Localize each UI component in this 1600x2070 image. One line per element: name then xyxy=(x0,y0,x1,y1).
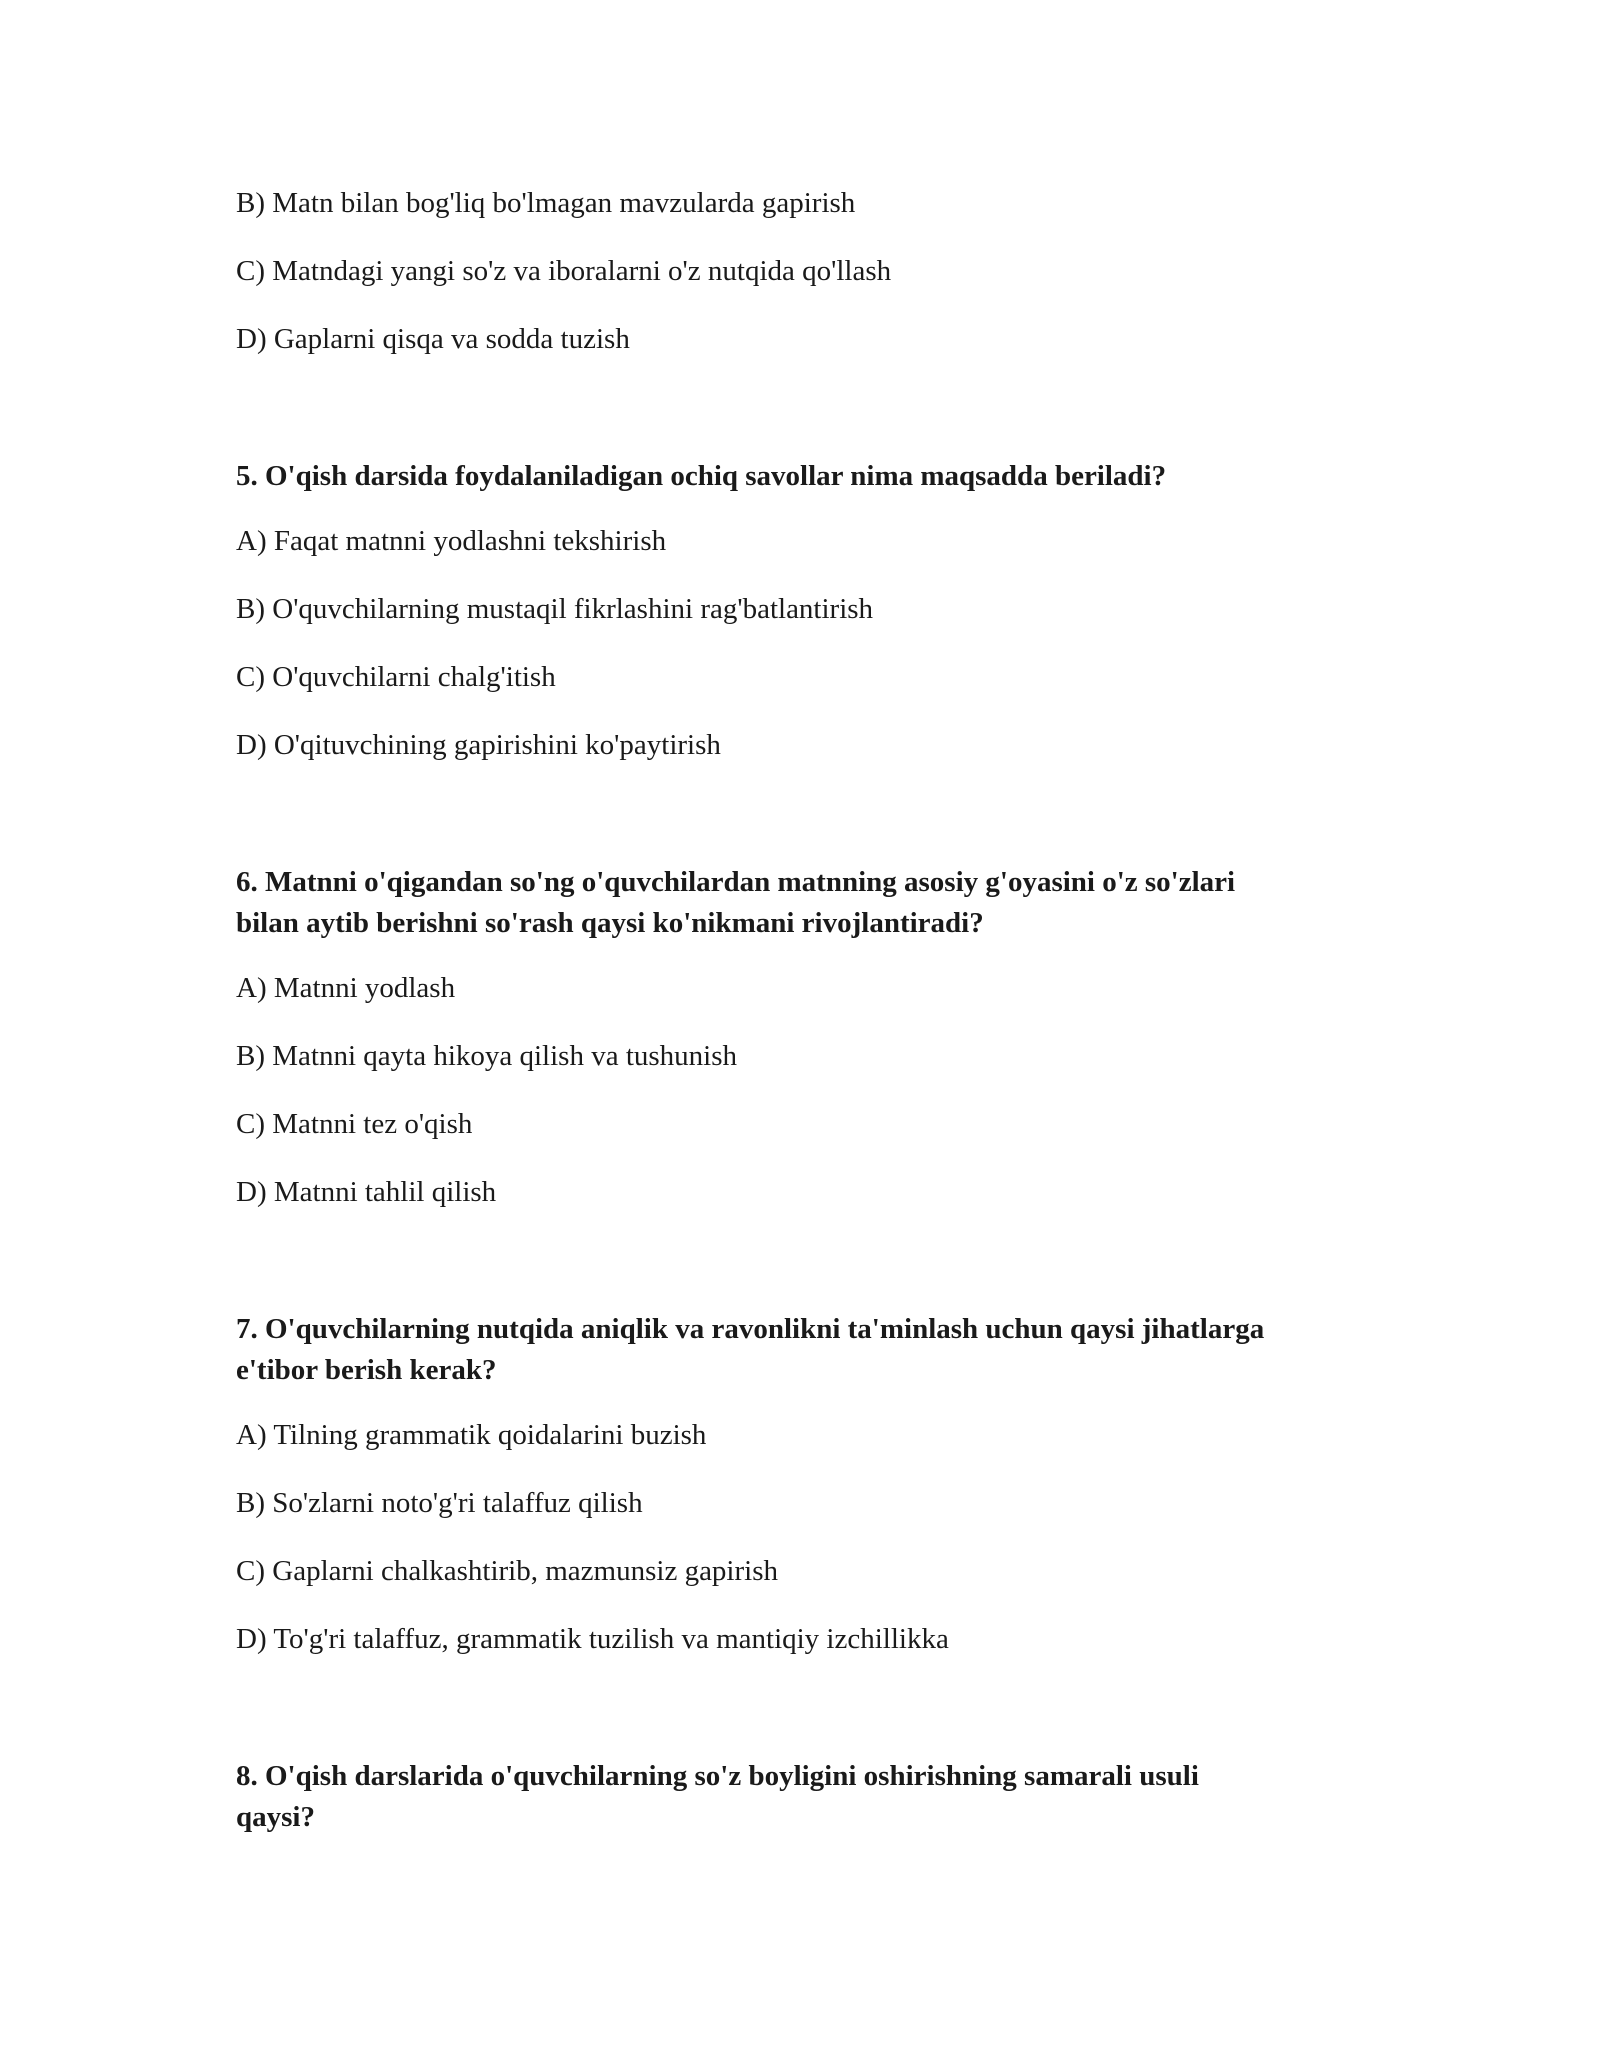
option-c: C) O'quvchilarni chalg'itish xyxy=(236,661,556,693)
option-d: D) Matnni tahlil qilish xyxy=(236,1176,497,1208)
spacer xyxy=(236,1690,1366,1756)
question-line-2: bilan aytib berishni so'rash qaysi ko'nikmani rivojlantiradi? xyxy=(236,907,984,939)
question-line-1: 6. Matnni o'qigandan so'ng o'quvchilardan matnning asosiy g'oyasini o'z so'zlari xyxy=(236,866,1236,898)
question-line-1: 7. O'quvchilarning nutqida aniqlik va ravonlikni ta'minlash uchun qaysi jihatlarga xyxy=(236,1313,1265,1345)
question-block-8 xyxy=(236,1756,1366,1838)
quiz-content xyxy=(236,186,1366,1865)
question-line-2: e'tibor berish kerak? xyxy=(236,1354,497,1386)
question-line-2: qaysi? xyxy=(236,1801,315,1833)
question-block-6 xyxy=(236,862,1366,1209)
option-c: C) Matndagi yangi so'z va iboralarni o'z nutqida qo'llash xyxy=(236,255,892,287)
option-b: B) Matnni qayta hikoya qilish va tushunish xyxy=(236,1040,738,1072)
question-text xyxy=(236,1309,1366,1391)
question-block-5 xyxy=(236,456,1366,762)
option-d: D) Gaplarni qisqa va sodda tuzish xyxy=(236,323,630,355)
option-a: A) Faqat matnni yodlashni tekshirish xyxy=(236,525,667,557)
spacer xyxy=(236,796,1366,862)
spacer xyxy=(236,1243,1366,1309)
option-b: B) Matn bilan bog'liq bo'lmagan mavzularda gapirish xyxy=(236,187,856,219)
option-d: D) O'qituvchining gapirishini ko'paytirish xyxy=(236,729,721,761)
question-text xyxy=(236,862,1366,944)
option-d: D) To'g'ri talaffuz, grammatik tuzilish va mantiqiy izchillikka xyxy=(236,1623,949,1655)
question-text: 5. O'qish darsida foydalaniladigan ochiq savollar nima maqsadda beriladi? xyxy=(236,460,1167,492)
continued-options xyxy=(236,186,1366,356)
option-a: A) Matnni yodlash xyxy=(236,972,456,1004)
option-b: B) O'quvchilarning mustaqil fikrlashini rag'batlantirish xyxy=(236,593,874,625)
question-text xyxy=(236,1756,1366,1838)
option-a: A) Tilning grammatik qoidalarini buzish xyxy=(236,1419,707,1451)
option-c: C) Matnni tez o'qish xyxy=(236,1108,473,1140)
spacer xyxy=(236,390,1366,456)
question-line-1: 8. O'qish darslarida o'quvchilarning so'z boyligini oshirishning samarali usuli xyxy=(236,1760,1199,1792)
option-c: C) Gaplarni chalkashtirib, mazmunsiz gapirish xyxy=(236,1555,778,1587)
question-block-7 xyxy=(236,1309,1366,1656)
option-b: B) So'zlarni noto'g'ri talaffuz qilish xyxy=(236,1487,643,1519)
